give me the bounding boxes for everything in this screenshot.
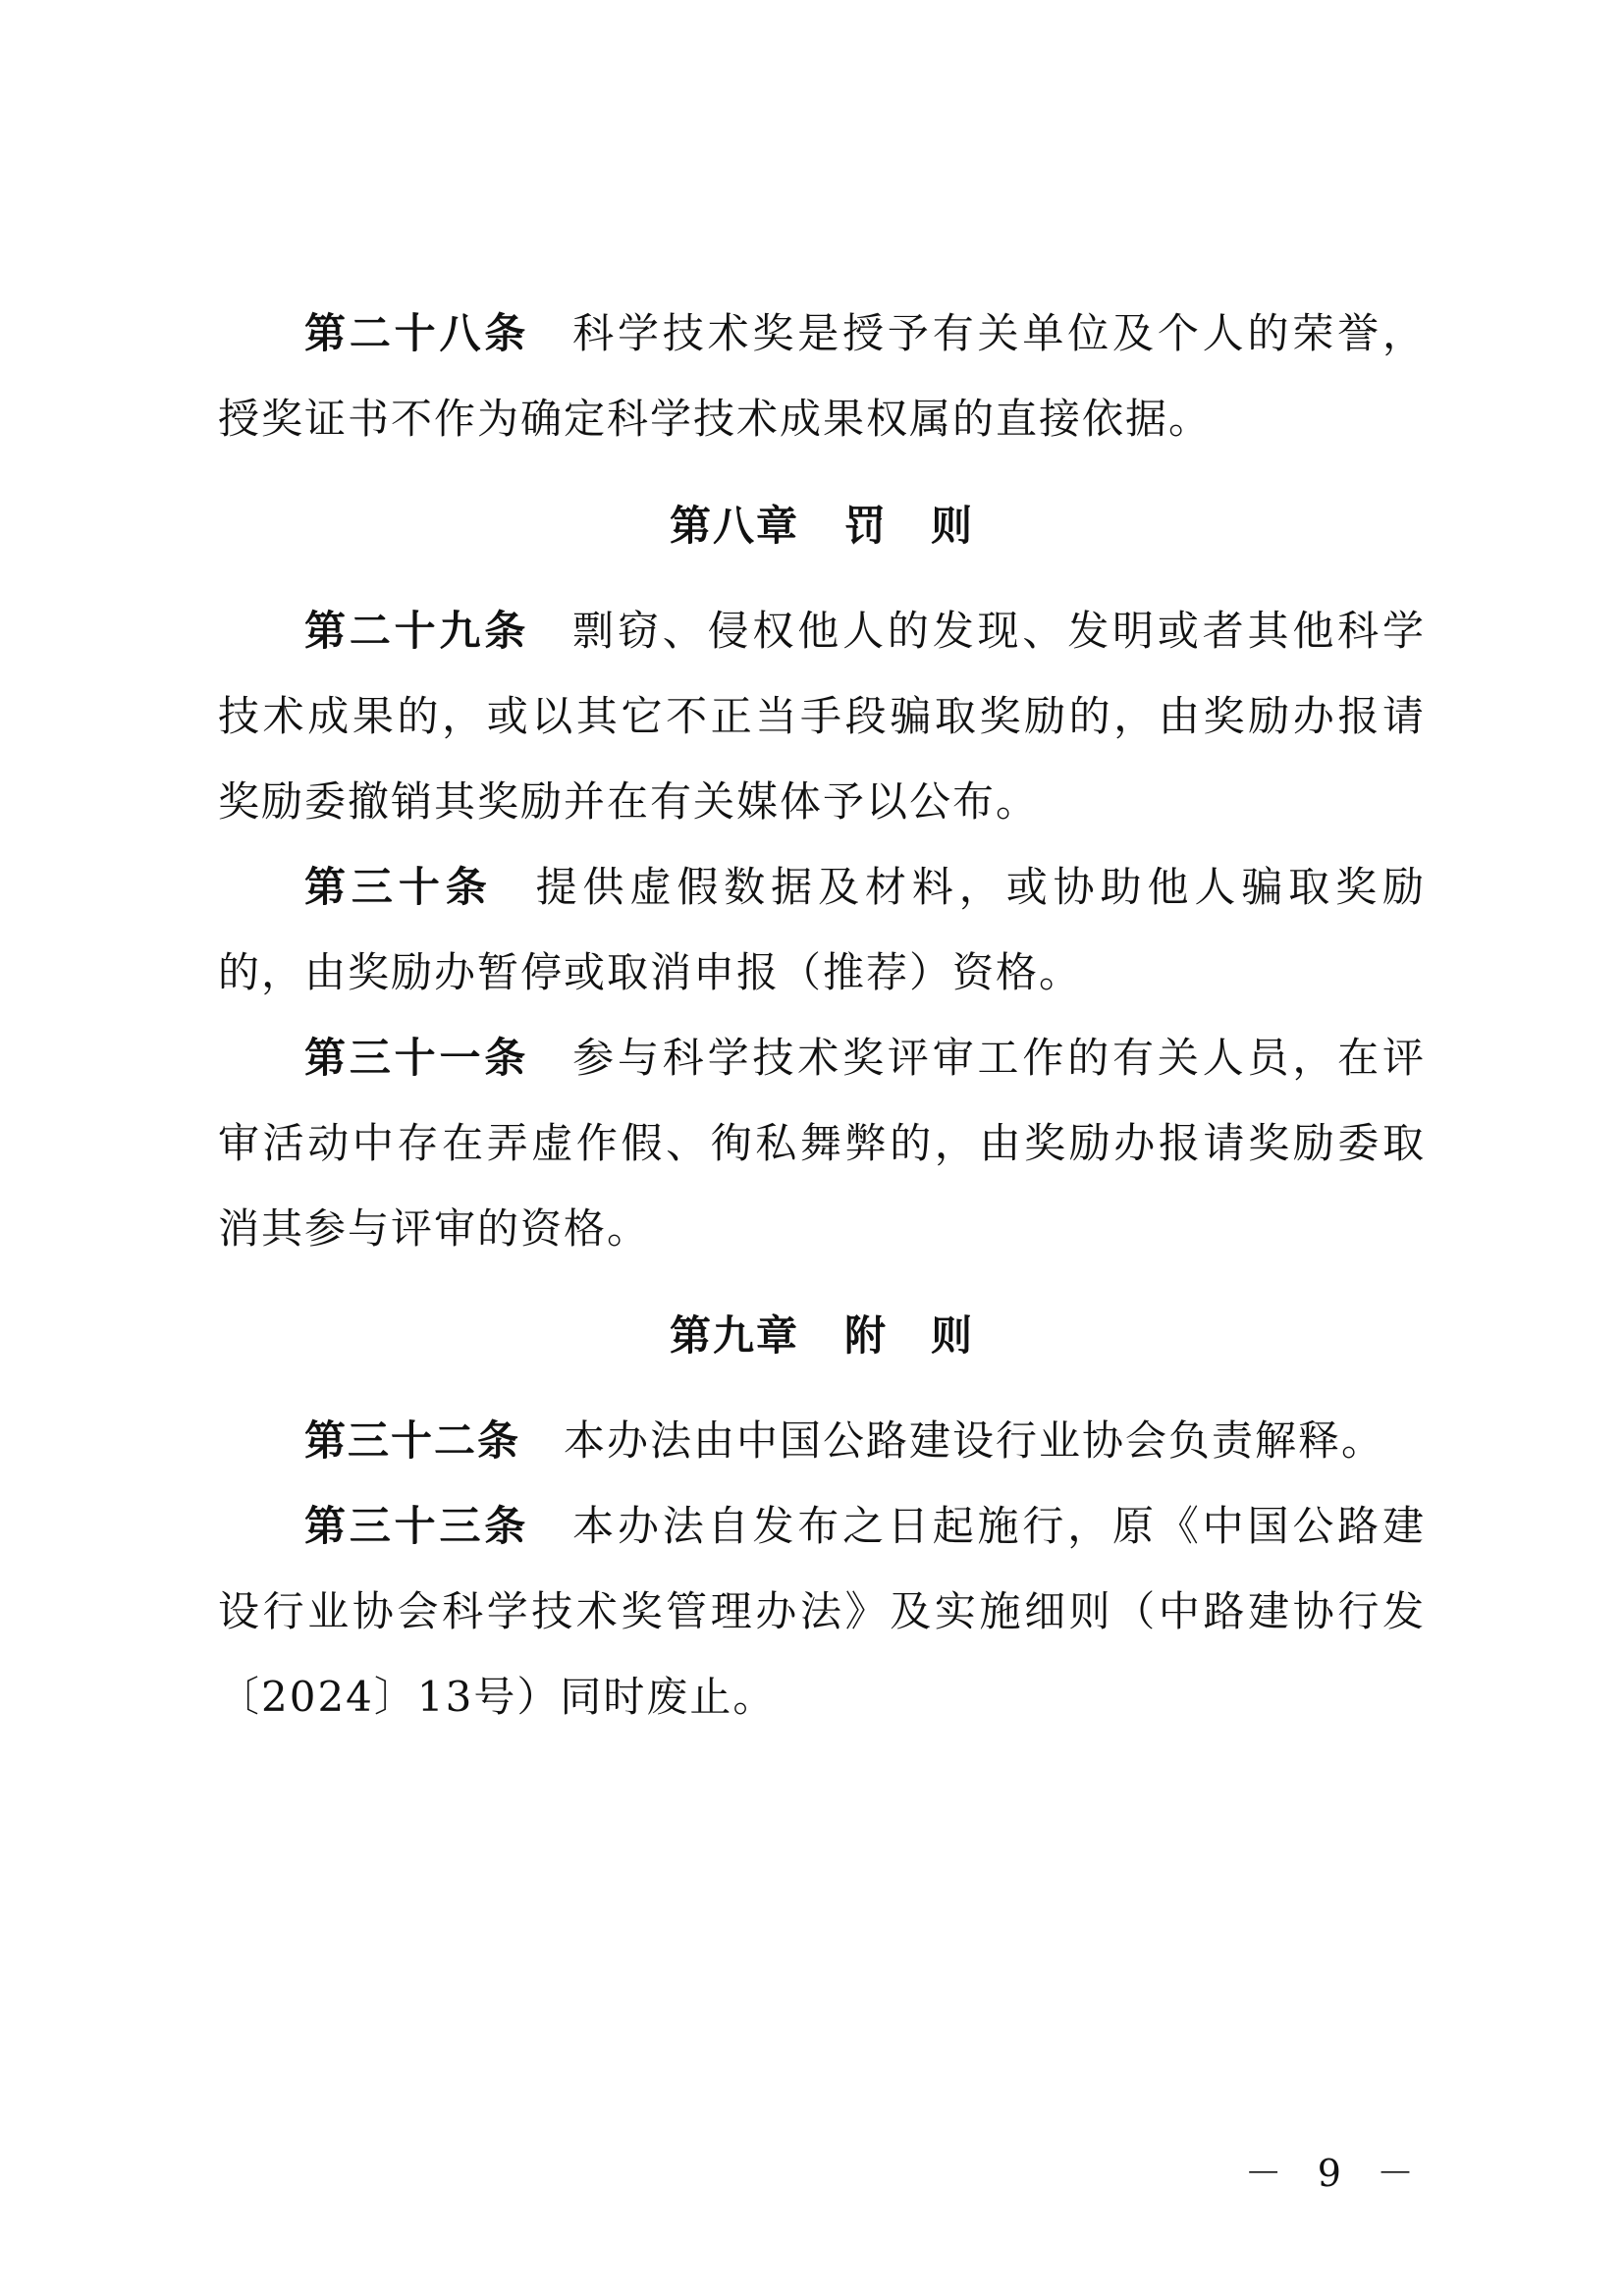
chapter-label: 第八章 xyxy=(669,502,799,550)
chapter-heading-9 xyxy=(218,1271,1426,1398)
article-32 xyxy=(218,1398,1426,1483)
chapter-heading-8 xyxy=(218,461,1426,588)
article-number: 第三十二条 xyxy=(304,1416,521,1465)
chapter-title: 附 则 xyxy=(844,1311,975,1360)
article-33 xyxy=(218,1483,1426,1739)
article-text: 参与科学技术奖评审工作的有关人员，在评审活动中存在弄虚作假、徇私舞弊的，由奖励办报请奖励委取消其参与评审的资格。 xyxy=(218,1034,1426,1253)
article-number: 第三十一条 xyxy=(304,1034,530,1082)
article-number: 第二十八条 xyxy=(304,309,530,357)
chapter-label: 第九章 xyxy=(669,1311,799,1360)
article-text: 剽窃、侵权他人的发现、发明或者其他科学技术成果的，或以其它不正当手段骗取奖励的，由奖励办报请奖励委撤销其奖励并在有关媒体予以公布。 xyxy=(218,607,1426,826)
chapter-title: 罚 则 xyxy=(844,502,975,550)
document-body xyxy=(218,291,1426,1739)
article-text: 本办法由中国公路建设行业协会负责解释。 xyxy=(564,1416,1385,1465)
article-text: 提供虚假数据及材料，或协助他人骗取奖励的，由奖励办暂停或取消申报（推荐）资格。 xyxy=(218,863,1426,996)
page-number: － 9 － xyxy=(1244,2152,1426,2195)
article-text: 本办法自发布之日起施行，原《中国公路建设行业协会科学技术奖管理办法》及实施细则（中路建协行发〔2024〕13号）同时废止。 xyxy=(218,1502,1426,1721)
article-31 xyxy=(218,1015,1426,1271)
article-28 xyxy=(218,291,1426,461)
article-number: 第三十条 xyxy=(304,863,493,911)
article-text: 科学技术奖是授予有关单位及个人的荣誉，授奖证书不作为确定科学技术成果权属的直接依据。 xyxy=(218,309,1426,443)
article-29 xyxy=(218,588,1426,844)
article-number: 第二十九条 xyxy=(304,607,530,655)
article-30 xyxy=(218,844,1426,1015)
article-number: 第三十三条 xyxy=(304,1502,530,1550)
